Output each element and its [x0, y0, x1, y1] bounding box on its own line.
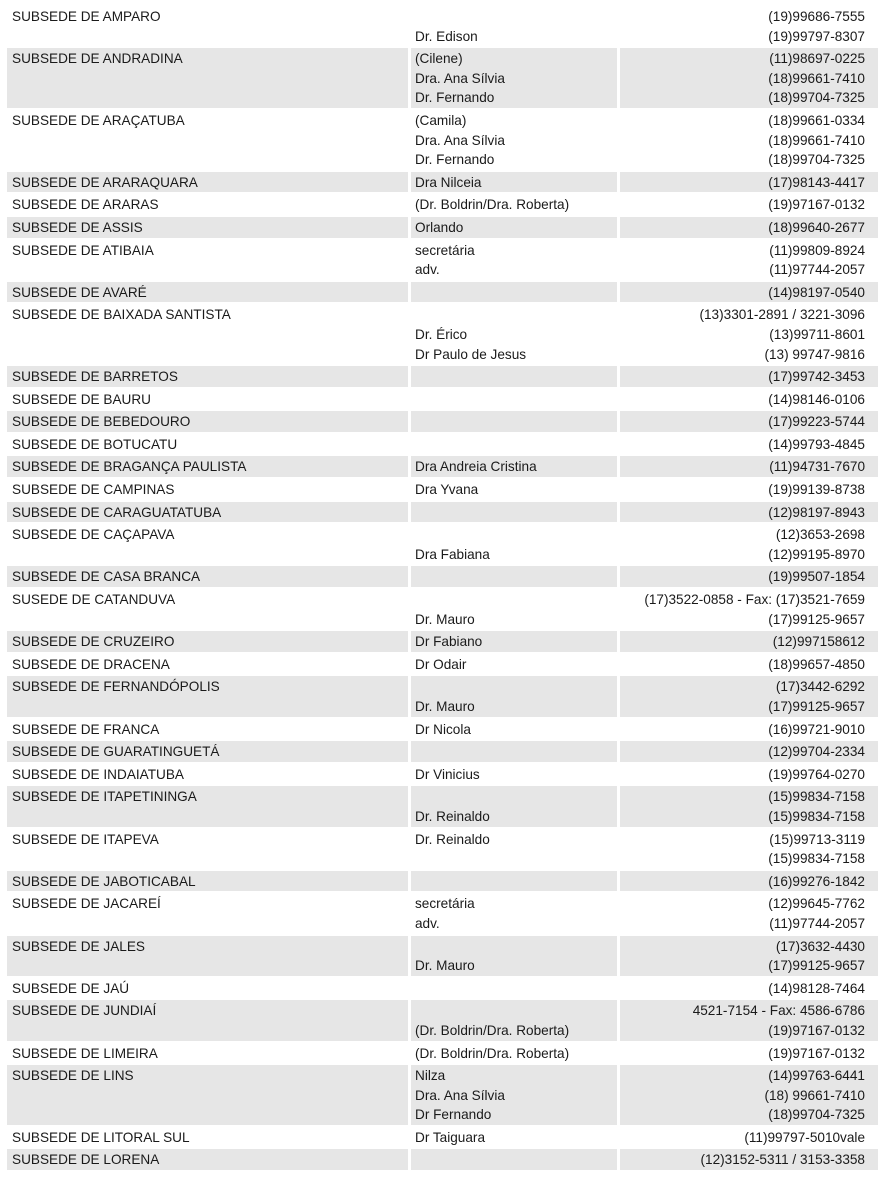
subsede-name: SUBSEDE DE BRAGANÇA PAULISTA [7, 456, 408, 477]
table-row [7, 631, 878, 654]
contact-cell [411, 654, 617, 675]
phone-number: (17)3442-6292 [775, 679, 865, 695]
phone-cell [620, 411, 878, 432]
contact-person: Dr. Reinaldo [415, 808, 490, 824]
phone-cell [620, 786, 878, 826]
table-row [7, 786, 878, 828]
contact-person [415, 937, 617, 957]
table-row [7, 1149, 878, 1172]
subsede-name: SUBSEDE DE DRACENA [7, 654, 408, 675]
contact-person: Dr Taiguara [415, 1129, 486, 1145]
contact-person: Dra Andreia Cristina [415, 459, 537, 475]
phone-number: (12)3653-2698 [775, 527, 865, 543]
phone-number: (17)99125-9657 [768, 958, 865, 974]
contact-cell [411, 871, 617, 892]
phone-number: (13)99711-8601 [769, 326, 865, 342]
subsede-name: SUBSEDE DE LINS [7, 1065, 408, 1125]
phone-number: (11)99797-5010vale [744, 1129, 865, 1145]
subsede-name: SUBSEDE DE CRUZEIRO [7, 631, 408, 652]
contact-person: Dr. Érico [415, 326, 468, 342]
phone-cell [620, 893, 878, 933]
table-row [7, 110, 878, 172]
contact-person: Dr. Edison [415, 28, 478, 44]
contact-person: (Dr. Boldrin/Dra. Roberta) [415, 197, 570, 213]
phone-number: (19)97167-0132 [768, 1045, 865, 1061]
table-row [7, 48, 878, 110]
contact-person [415, 503, 617, 523]
subsede-name: SUBSEDE DE ANDRADINA [7, 48, 408, 108]
phone-number: (14)99793-4845 [768, 436, 865, 452]
subsede-name: SUBSEDE DE BOTUCATU [7, 434, 408, 455]
contact-cell [411, 829, 617, 869]
subsede-name: SUBSEDE DE AVARÉ [7, 282, 408, 303]
contact-person: adv. [415, 915, 440, 931]
phone-cell [620, 48, 878, 108]
phone-cell [620, 6, 878, 46]
contact-person [415, 390, 617, 410]
phone-cell [620, 676, 878, 716]
subsede-name: SUBSEDE DE LORENA [7, 1149, 408, 1170]
phone-number: (18)99661-7410 [768, 70, 865, 86]
contact-cell [411, 978, 617, 999]
subsede-name: SUBSEDE DE CAÇAPAVA [7, 524, 408, 564]
contact-person: Dr Vinicius [415, 766, 480, 782]
contact-cell [411, 566, 617, 587]
phone-cell [620, 282, 878, 303]
contact-person [415, 677, 617, 697]
contact-person: Dr. Mauro [415, 611, 475, 627]
phone-cell [620, 1043, 878, 1064]
contact-person: secretária [415, 896, 475, 912]
contact-person [415, 567, 617, 587]
contact-cell [411, 172, 617, 193]
table-row [7, 566, 878, 589]
phone-number: (19)99686-7555 [768, 9, 865, 24]
contact-person: Dr Odair [415, 656, 467, 672]
contact-person: Dra. Ana Sílvia [415, 1087, 505, 1103]
contact-cell [411, 304, 617, 364]
subsede-name: SUBSEDE DE ARARAS [7, 194, 408, 215]
table-row [7, 366, 878, 389]
phone-number: (13) 99747-9816 [764, 346, 865, 362]
table-row [7, 194, 878, 217]
contact-cell [411, 411, 617, 432]
contact-cell [411, 1065, 617, 1125]
phone-number: (19)99507-1854 [768, 569, 865, 585]
contact-person: Dra Fabiana [415, 546, 490, 562]
subsede-name: SUBSEDE DE ITAPETININGA [7, 786, 408, 826]
phone-cell [620, 764, 878, 785]
phone-cell [620, 217, 878, 238]
contact-person [415, 590, 617, 610]
contact-person: (Dr. Boldrin/Dra. Roberta) [415, 1022, 570, 1038]
contact-person: adv. [415, 262, 440, 278]
phone-number: (16)99721-9010 [768, 721, 865, 737]
phone-number: (12)98197-8943 [768, 504, 865, 520]
contact-cell [411, 741, 617, 762]
phone-number: (12)99645-7762 [768, 896, 865, 912]
contact-person [415, 367, 617, 387]
phone-cell [620, 631, 878, 652]
subsede-name: SUBSEDE DE JABOTICABAL [7, 871, 408, 892]
phone-number: (19)97167-0132 [768, 1022, 865, 1038]
phone-number: (15)99834-7158 [768, 789, 865, 805]
subsede-name: SUBSEDE DE CARAGUATATUBA [7, 502, 408, 523]
contact-cell [411, 389, 617, 410]
phone-number: (19)99764-0270 [768, 766, 865, 782]
table-row [7, 764, 878, 787]
phone-cell [620, 240, 878, 280]
phone-number: (19)99797-8307 [768, 28, 865, 44]
subsede-name: SUBSEDE DE ITAPEVA [7, 829, 408, 869]
phone-number: (11)98697-0225 [769, 51, 865, 67]
subsede-name: SUBSEDE DE JALES [7, 936, 408, 976]
table-row [7, 172, 878, 195]
phone-cell [620, 389, 878, 410]
contact-person [415, 1150, 617, 1170]
contact-person: (Cilene) [415, 51, 463, 67]
phone-number: (11)99809-8924 [769, 242, 865, 258]
phone-cell [620, 456, 878, 477]
table-row [7, 936, 878, 978]
phone-number: 4521-7154 - Fax: 4586-6786 [692, 1003, 865, 1019]
contact-cell [411, 1000, 617, 1040]
phone-number: (15)99834-7158 [768, 851, 865, 867]
contact-person [415, 525, 617, 545]
phone-number: (15)99713-3119 [769, 831, 865, 847]
phone-number: (17)3522-0858 - Fax: (17)3521-7659 [644, 592, 865, 608]
phone-cell [620, 1000, 878, 1040]
subsede-name: SUBSEDE DE ASSIS [7, 217, 408, 238]
phone-number: (12)3152-5311 / 3153-3358 [700, 1152, 865, 1168]
table-row [7, 654, 878, 677]
phone-number: (18)99640-2677 [768, 219, 865, 235]
contact-person: Dra. Ana Sílvia [415, 132, 505, 148]
contact-cell [411, 524, 617, 564]
table-row [7, 6, 878, 48]
contact-person: Dra Nilceia [415, 174, 482, 190]
table-row [7, 893, 878, 935]
table-row [7, 1000, 878, 1042]
subsede-name: SUBSEDE DE LIMEIRA [7, 1043, 408, 1064]
phone-number: (14)98146-0106 [768, 391, 865, 407]
table-row [7, 479, 878, 502]
phone-cell [620, 304, 878, 364]
phone-cell [620, 654, 878, 675]
phone-number: (18)99704-7325 [768, 1107, 865, 1123]
phone-number: (17)99125-9657 [768, 699, 865, 714]
contact-person: Dr Paulo de Jesus [415, 346, 527, 362]
phone-number: (13)3301-2891 / 3221-3096 [699, 307, 865, 323]
contact-cell [411, 631, 617, 652]
phone-cell [620, 589, 878, 629]
phone-number: (11)97744-2057 [769, 262, 865, 278]
contact-cell [411, 893, 617, 933]
contact-person [415, 412, 617, 432]
subsede-name: SUBSEDE DE BARRETOS [7, 366, 408, 387]
subsede-name: SUBSEDE DE LITORAL SUL [7, 1127, 408, 1148]
phone-cell [620, 110, 878, 170]
phone-cell [620, 871, 878, 892]
contact-cell [411, 456, 617, 477]
phone-number: (15)99834-7158 [768, 808, 865, 824]
contact-cell [411, 1127, 617, 1148]
subsede-name: SUBSEDE DE JAÚ [7, 978, 408, 999]
table-row [7, 589, 878, 631]
table-row [7, 502, 878, 525]
contact-cell [411, 48, 617, 108]
phone-cell [620, 1127, 878, 1148]
table-row [7, 1127, 878, 1150]
contact-cell [411, 936, 617, 976]
contact-cell [411, 502, 617, 523]
phone-number: (17)99742-3453 [768, 369, 865, 385]
table-row [7, 304, 878, 366]
phone-cell [620, 936, 878, 976]
phone-number: (11)94731-7670 [769, 459, 865, 475]
table-row [7, 978, 878, 1001]
subsede-contact-table [7, 6, 878, 1172]
contact-person: Dr. Reinaldo [415, 831, 490, 847]
subsede-name: SUBSEDE DE FRANCA [7, 719, 408, 740]
phone-cell [620, 741, 878, 762]
contact-cell [411, 764, 617, 785]
phone-number: (14)99763-6441 [768, 1068, 865, 1084]
subsede-name: SUBSEDE DE ATIBAIA [7, 240, 408, 280]
contact-person [415, 1001, 617, 1021]
table-row [7, 1043, 878, 1066]
contact-cell [411, 1149, 617, 1170]
contact-person [415, 979, 617, 999]
subsede-name: SUBSEDE DE INDAIATUBA [7, 764, 408, 785]
phone-number: (18)99704-7325 [768, 152, 865, 168]
contact-cell [411, 786, 617, 826]
contact-cell [411, 676, 617, 716]
contact-person [415, 7, 617, 27]
table-row [7, 524, 878, 566]
subsede-name: SUBSEDE DE CAMPINAS [7, 479, 408, 500]
contact-cell [411, 110, 617, 170]
contact-cell [411, 479, 617, 500]
phone-cell [620, 479, 878, 500]
contact-person [415, 742, 617, 762]
contact-person: Dr Fernando [415, 1107, 492, 1123]
subsede-name: SUBSEDE DE ARAÇATUBA [7, 110, 408, 170]
phone-cell [620, 566, 878, 587]
contact-person [415, 872, 617, 892]
subsede-name: SUBSEDE DE JACAREÍ [7, 893, 408, 933]
phone-number: (17)99223-5744 [768, 414, 865, 430]
contact-person: Nilza [415, 1068, 446, 1084]
phone-number: (17)3632-4430 [775, 938, 865, 954]
phone-number: (14)98128-7464 [768, 980, 865, 996]
table-row [7, 282, 878, 305]
contact-person: Dr. Fernando [415, 152, 495, 168]
phone-cell [620, 524, 878, 564]
phone-number: (17)98143-4417 [768, 174, 865, 190]
contact-person: Dr. Mauro [415, 699, 475, 714]
contact-person [415, 283, 617, 303]
table-row [7, 741, 878, 764]
subsede-name: SUBSEDE DE FERNANDÓPOLIS [7, 676, 408, 716]
subsede-name: SUBSEDE DE CASA BRANCA [7, 566, 408, 587]
subsede-name: SUBSEDE DE BAIXADA SANTISTA [7, 304, 408, 364]
contact-person [415, 435, 617, 455]
subsede-name: SUBSEDE DE ARARAQUARA [7, 172, 408, 193]
contact-cell [411, 217, 617, 238]
contact-person: Orlando [415, 219, 464, 235]
contact-cell [411, 719, 617, 740]
phone-cell [620, 194, 878, 215]
contact-person: Dr. Mauro [415, 958, 475, 974]
phone-cell [620, 502, 878, 523]
table-row [7, 719, 878, 742]
contact-cell [411, 434, 617, 455]
contact-cell [411, 366, 617, 387]
phone-number: (18)99661-0334 [768, 112, 865, 128]
phone-number: (12)997158612 [772, 634, 865, 650]
contact-cell [411, 6, 617, 46]
phone-number: (11)97744-2057 [769, 915, 865, 931]
contact-cell [411, 240, 617, 280]
phone-number: (18)99657-4850 [768, 656, 865, 672]
table-row [7, 871, 878, 894]
contact-person: Dra Yvana [415, 482, 479, 498]
contact-person [415, 305, 617, 325]
contact-cell [411, 1043, 617, 1064]
table-row [7, 434, 878, 457]
phone-cell [620, 172, 878, 193]
phone-number: (19)99139-8738 [768, 482, 865, 498]
phone-cell [620, 1065, 878, 1125]
phone-cell [620, 978, 878, 999]
phone-number: (19)97167-0132 [768, 197, 865, 213]
contact-cell [411, 282, 617, 303]
phone-cell [620, 366, 878, 387]
phone-number: (12)99704-2334 [768, 744, 865, 760]
subsede-name: SUBSEDE DE BAURU [7, 389, 408, 410]
phone-number: (16)99276-1842 [768, 873, 865, 889]
phone-number: (18)99661-7410 [768, 132, 865, 148]
table-row [7, 829, 878, 871]
phone-number: (14)98197-0540 [768, 284, 865, 300]
contact-person [415, 849, 617, 869]
contact-person: Dra. Ana Sílvia [415, 70, 505, 86]
table-row [7, 411, 878, 434]
subsede-name: SUBSEDE DE GUARATINGUETÁ [7, 741, 408, 762]
table-row [7, 217, 878, 240]
table-row [7, 389, 878, 412]
subsede-name: SUBSEDE DE JUNDIAÍ [7, 1000, 408, 1040]
phone-cell [620, 434, 878, 455]
phone-number: (17)99125-9657 [768, 611, 865, 627]
contact-person: secretária [415, 242, 475, 258]
table-row [7, 456, 878, 479]
contact-cell [411, 589, 617, 629]
subsede-name: SUBSEDE DE BEBEDOURO [7, 411, 408, 432]
phone-cell [620, 719, 878, 740]
contact-person: Dr Nicola [415, 721, 471, 737]
phone-number: (12)99195-8970 [768, 546, 865, 562]
contact-cell [411, 194, 617, 215]
contact-person: (Dr. Boldrin/Dra. Roberta) [415, 1045, 570, 1061]
contact-person: Dr. Fernando [415, 90, 495, 106]
table-row [7, 676, 878, 718]
phone-number: (18) 99661-7410 [764, 1087, 865, 1103]
contact-person: Dr Fabiano [415, 634, 483, 650]
subsede-name: SUSEDE DE CATANDUVA [7, 589, 408, 629]
contact-person: (Camila) [415, 112, 467, 128]
phone-number: (18)99704-7325 [768, 90, 865, 106]
phone-cell [620, 1149, 878, 1170]
phone-cell [620, 829, 878, 869]
contact-person [415, 787, 617, 807]
table-row [7, 240, 878, 282]
table-row [7, 1065, 878, 1127]
subsede-name: SUBSEDE DE AMPARO [7, 6, 408, 46]
